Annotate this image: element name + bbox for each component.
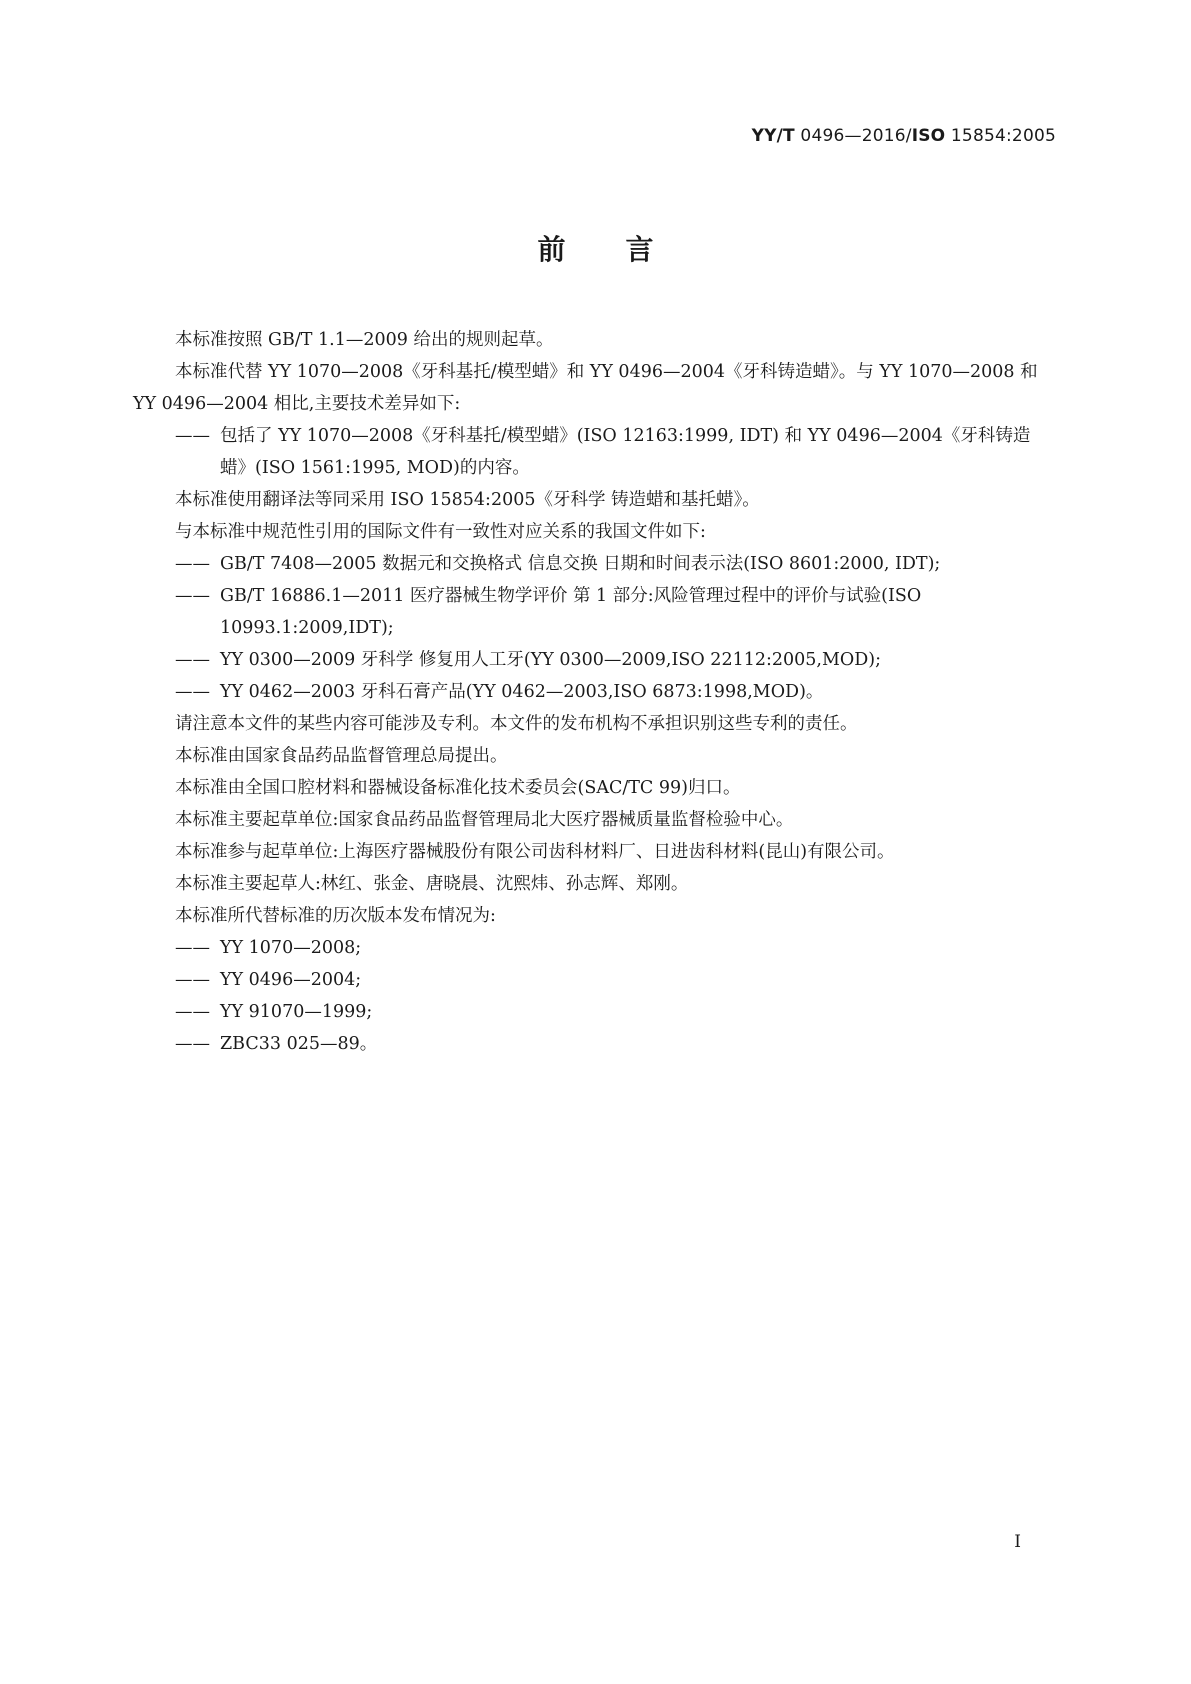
list-item [133,548,1055,580]
foreword-body [133,324,1055,1060]
list-item [133,932,1055,964]
standard-code-iso-number: 15854:2005 [945,126,1056,146]
standard-code-iso: ISO [911,126,946,146]
paragraph: 本标准主要起草单位:国家食品药品监督管理局北大医疗器械质量监督检验中心。 [175,810,794,830]
paragraph: 本标准由国家食品药品监督管理总局提出。 [175,746,508,766]
list-item-dash: —— [175,1002,210,1022]
list-item-text: 包括了 YY 1070—2008《牙科基托/模型蜡》(ISO 12163:1999, IDT) 和 YY 0496—2004《牙科铸造蜡》(ISO 1561:1995, MOD)的内容。 [220,426,1031,478]
list-item-text: YY 0462—2003 牙科石膏产品(YY 0462—2003,ISO 6873:1998,MOD)。 [220,682,824,702]
list-item [133,996,1055,1028]
list-item-dash: —— [175,1034,210,1054]
list-item [133,644,1055,676]
paragraph: 与本标准中规范性引用的国际文件有一致性对应关系的我国文件如下: [175,522,706,542]
list-item-dash: —— [175,554,210,574]
list-item [133,580,1055,644]
list-item-text: ZBC33 025—89。 [220,1034,378,1054]
paragraph: 本标准使用翻译法等同采用 ISO 15854:2005《牙科学 铸造蜡和基托蜡》。 [175,490,760,510]
page-number: I [1014,1532,1021,1552]
paragraph: 本标准所代替标准的历次版本发布情况为: [175,906,496,926]
standard-code [752,126,1056,146]
paragraph: 本标准由全国口腔材料和器械设备标准化技术委员会(SAC/TC 99)归口。 [175,778,741,798]
list-item-text: YY 91070—1999; [220,1002,373,1022]
list-item-text: YY 1070—2008; [220,938,362,958]
list-item [133,964,1055,996]
paragraph: 本标准按照 GB/T 1.1—2009 给出的规则起草。 [175,330,554,350]
paragraph: 本标准代替 YY 1070—2008《牙科基托/模型蜡》和 YY 0496—2004《牙科铸造蜡》。与 YY 1070—2008 和 YY 0496—2004 相比,主要技术差异如下: [133,362,1038,414]
list-item-dash: —— [175,426,210,446]
list-item-text: YY 0300—2009 牙科学 修复用人工牙(YY 0300—2009,ISO 22112:2005,MOD); [220,650,881,670]
standard-code-prefix: YY/T [751,126,795,146]
list-item [133,420,1055,484]
list-item-text: GB/T 16886.1—2011 医疗器械生物学评价 第 1 部分:风险管理过程中的评价与试验(ISO 10993.1:2009,IDT); [220,586,922,638]
page-title: 前言 [537,233,714,266]
list-item-text: GB/T 7408—2005 数据元和交换格式 信息交换 日期和时间表示法(ISO 8601:2000, IDT); [220,554,941,574]
list-item [133,676,1055,708]
list-item-dash: —— [175,938,210,958]
standard-code-number: 0496—2016/ [794,126,912,146]
paragraph: 本标准主要起草人:林红、张金、唐晓晨、沈熙炜、孙志辉、郑刚。 [175,874,689,894]
paragraph: 请注意本文件的某些内容可能涉及专利。本文件的发布机构不承担识别这些专利的责任。 [175,714,858,734]
list-item-dash: —— [175,586,210,606]
list-item [133,1028,1055,1060]
list-item-dash: —— [175,970,210,990]
list-item-dash: —— [175,650,210,670]
list-item-dash: —— [175,682,210,702]
list-item-text: YY 0496—2004; [220,970,362,990]
paragraph: 本标准参与起草单位:上海医疗器械股份有限公司齿科材料厂、日进齿科材料(昆山)有限公司。 [175,842,895,862]
